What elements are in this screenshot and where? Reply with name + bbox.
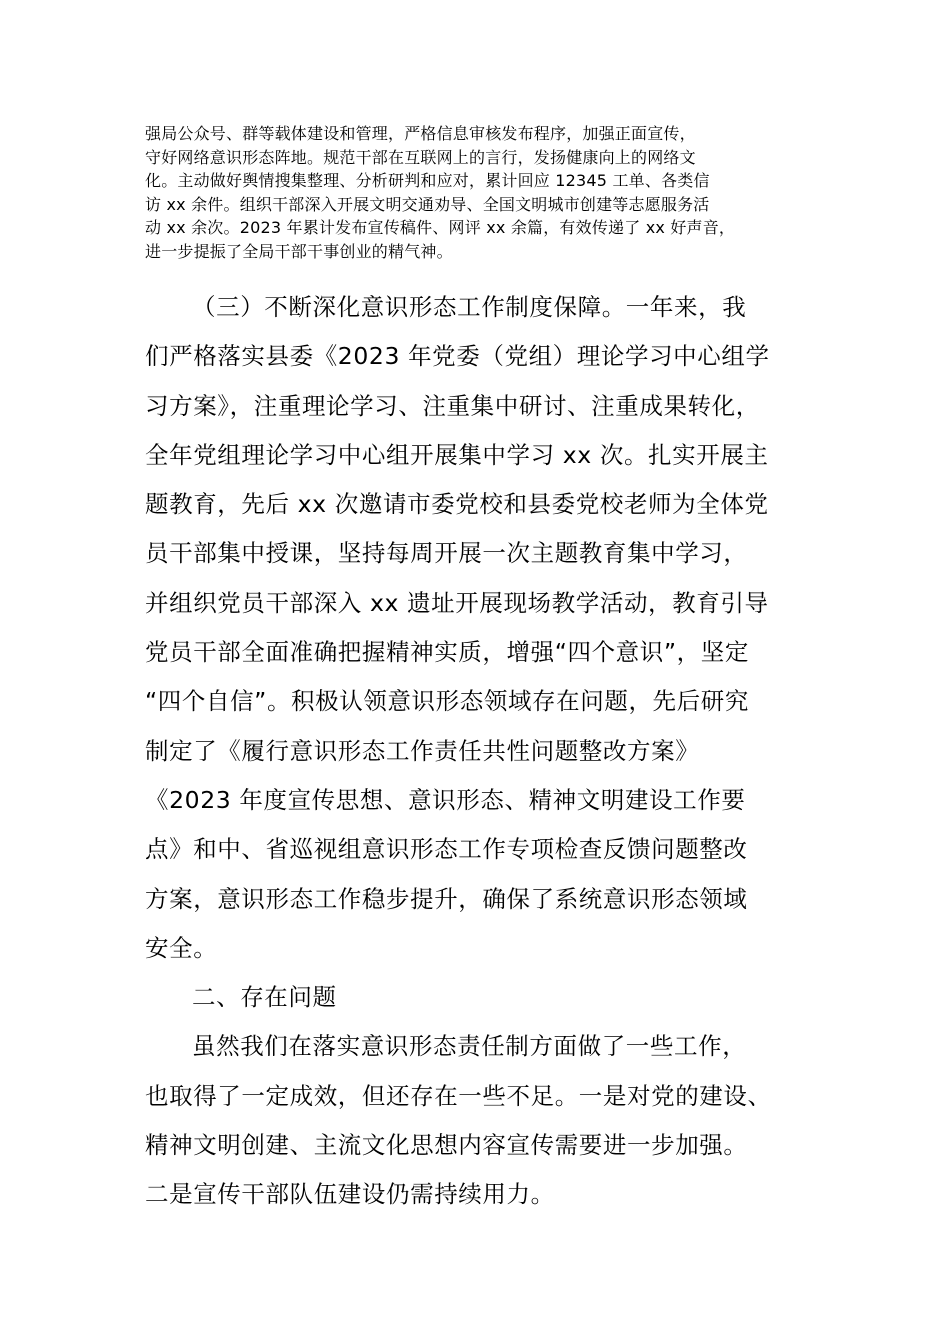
text-line: 进一步提振了全局干部干事创业的精气神。 xyxy=(145,241,453,261)
text-line: 并组织党员干部深入 xx 遗址开展现场教学活动，教育引导 xyxy=(145,588,769,617)
text-line: 化。主动做好舆情搜集整理、分析研判和应对，累计回应 12345 工单、各类信 xyxy=(145,171,710,191)
text-line: 党员干部全面准确把握精神实质，增强“四个意识”，坚定 xyxy=(145,638,749,667)
problems-paragraph xyxy=(145,1022,815,1219)
text-line: 访 xx 余件。组织干部深入开展文明交通劝导、全国文明城市创建等志愿服务活 xyxy=(145,194,710,214)
text-line: 们严格落实县委《2023 年党委（党组）理论学习中心组学 xyxy=(145,342,770,371)
text-line: 制定了《履行意识形态工作责任共性问题整改方案》 xyxy=(145,736,700,765)
section-three-heading-line: （三）不断深化意识形态工作制度保障。一年来，我 xyxy=(192,293,747,321)
text-line: 守好网络意识形态阵地。规范干部在互联网上的言行，发扬健康向上的网络文 xyxy=(145,147,696,167)
text-line: 二是宣传干部队伍建设仍需持续用力。 xyxy=(145,1180,555,1209)
text-line: 虽然我们在落实意识形态责任制方面做了一些工作， xyxy=(192,1032,747,1061)
text-line: 也取得了一定成效，但还存在一些不足。一是对党的建设、 xyxy=(145,1081,772,1110)
text-line: 动 xx 余次。2023 年累计发布宣传稿件、网评 xx 余篇，有效传递了 xx 好声音， xyxy=(145,218,736,238)
text-line: 点》和中、省巡视组意识形态工作专项检查反馈问题整改 xyxy=(145,835,748,864)
intro-paragraph xyxy=(145,122,805,264)
main-body xyxy=(145,283,815,1220)
text-line: 题教育，先后 xx 次邀请市委党校和县委党校老师为全体党 xyxy=(145,490,769,519)
section-heading-problems: 二、存在问题 xyxy=(192,983,337,1012)
text-line: 安全。 xyxy=(145,933,218,962)
text-line: 习方案》，注重理论学习、注重集中研讨、注重成果转化， xyxy=(145,391,760,420)
text-line: 员干部集中授课，坚持每周开展一次主题教育集中学习， xyxy=(145,539,748,568)
text-line: 全年党组理论学习中心组开展集中学习 xx 次。扎实开展主 xyxy=(145,440,769,469)
text-line: 强局公众号、群等载体建设和管理，严格信息审核发布程序，加强正面宣传， xyxy=(145,124,696,143)
text-line: 精神文明创建、主流文化思想内容宣传需要进一步加强。 xyxy=(145,1131,748,1160)
section-three-paragraph xyxy=(145,283,815,973)
text-line: “四个自信”。积极认领意识形态领域存在问题，先后研究 xyxy=(145,687,749,716)
text-line: 《2023 年度宣传思想、意识形态、精神文明建设工作要 xyxy=(145,785,746,814)
text-line: 方案，意识形态工作稳步提升，确保了系统意识形态领域 xyxy=(145,884,748,913)
